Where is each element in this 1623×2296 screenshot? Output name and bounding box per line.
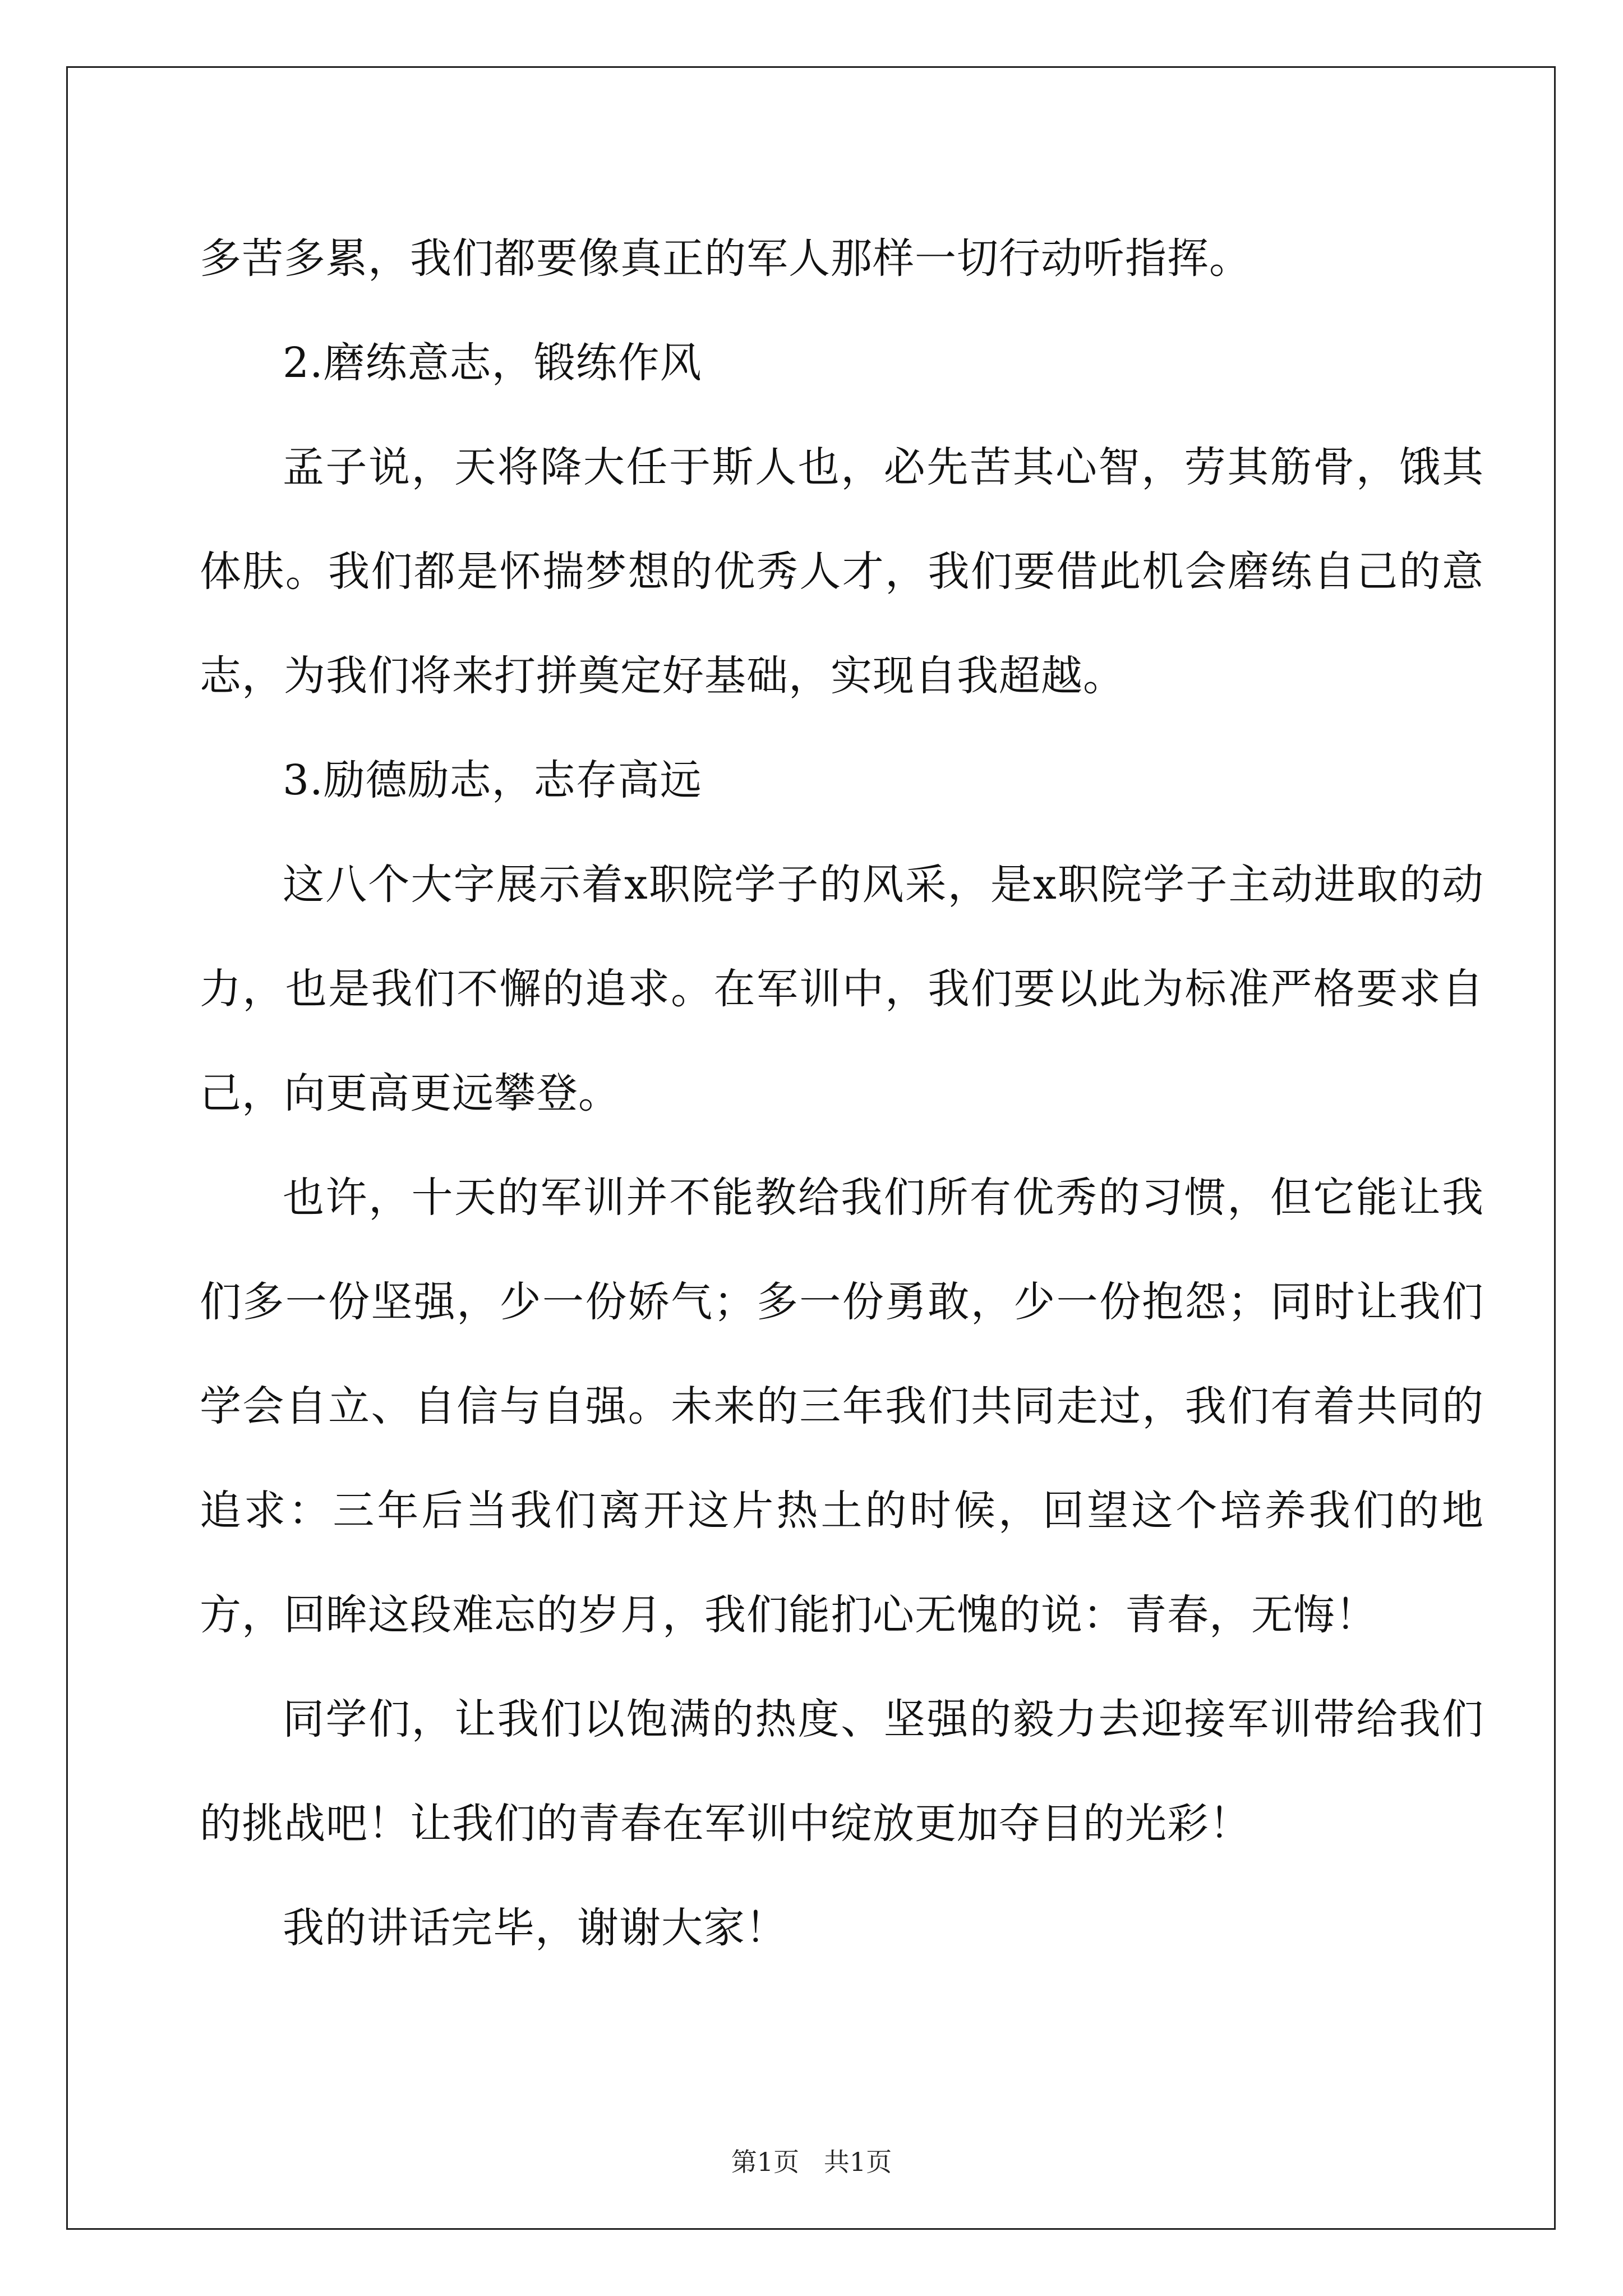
section-heading: 3.励德励志，志存高远 [283, 756, 702, 804]
paragraph: 同学们，让我们以饱满的热度、坚强的毅力去迎接军训带给我们的挑战吧！让我们的青春在军训中绽放更加夺目的光彩！ [200, 1695, 1484, 1848]
paragraph: 也许，十天的军训并不能教给我们所有优秀的习惯，但它能让我们多一份坚强，少一份娇气；多一份勇敢，少一份抱怨；同时让我们学会自立、自信与自强。未来的三年我们共同走过，我们有着共同的追求：三年后当我们离开这片热土的时候，回望这个培养我们的地方，回眸这段难忘的岁月，我们能扪心无愧的说：青春，无悔！ [200, 1174, 1484, 1639]
section-heading: 2.磨练意志，锻练作风 [283, 339, 702, 387]
page-footer: 第1页 共1页 [731, 2147, 892, 2177]
paragraph: 我的讲话完毕，谢谢大家！ [283, 1904, 787, 1952]
paragraph: 多苦多累，我们都要像真正的军人那样一切行动听指挥。 [200, 234, 1251, 283]
paragraph: 孟子说，天将降大任于斯人也，必先苦其心智，劳其筋骨，饿其体肤。我们都是怀揣梦想的优秀人才，我们要借此机会磨练自己的意志，为我们将来打拼奠定好基础，实现自我超越。 [200, 443, 1484, 700]
paragraph: 这八个大字展示着x职院学子的风采，是x职院学子主动进取的动力，也是我们不懈的追求。在军训中，我们要以此为标准严格要求自己，向更高更远攀登。 [200, 861, 1484, 1117]
document-body [200, 206, 1484, 1980]
